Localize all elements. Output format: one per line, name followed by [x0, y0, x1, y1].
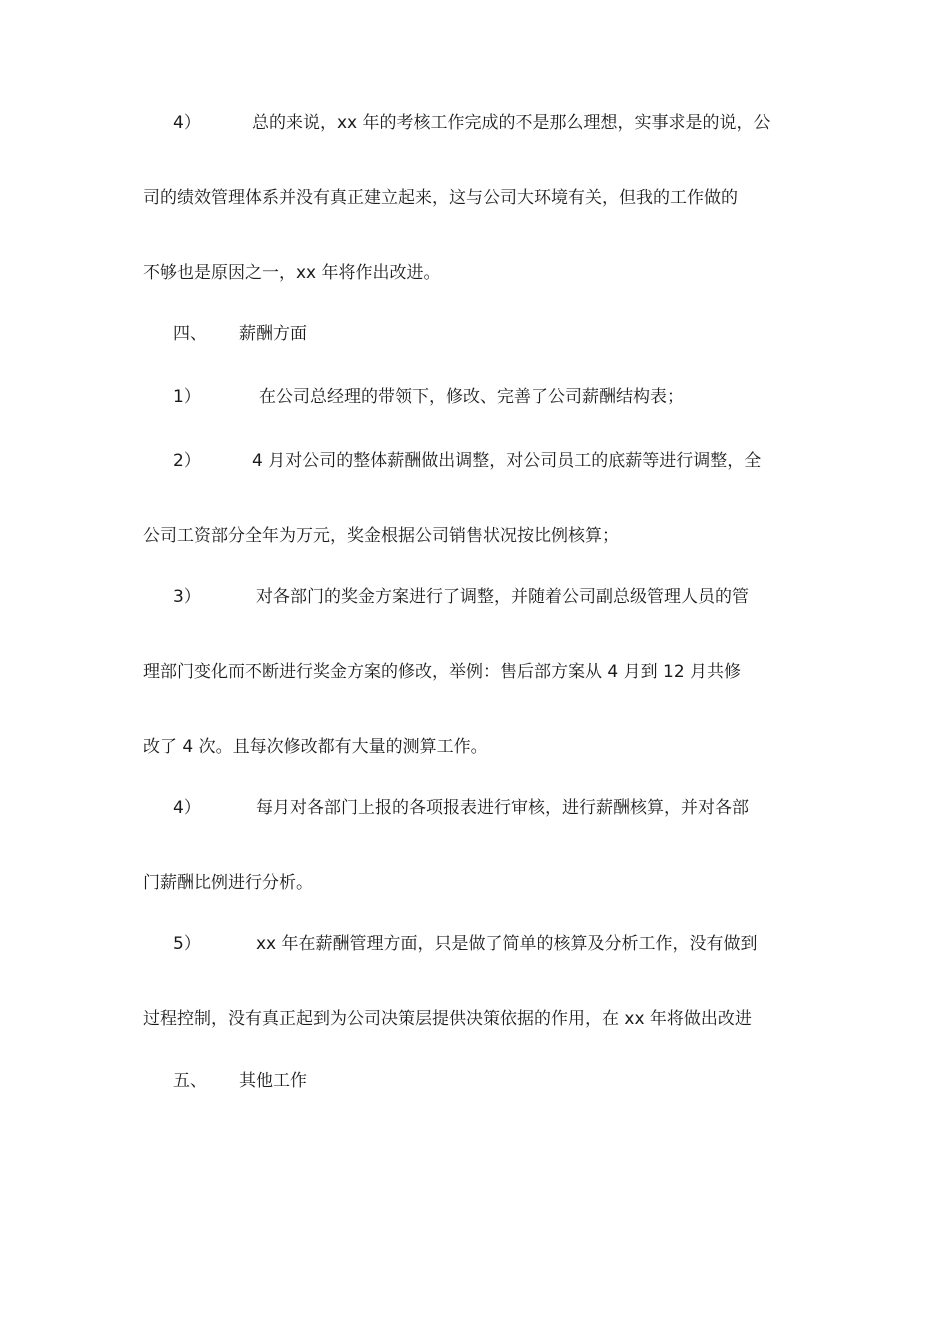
section-number: 五、	[173, 1071, 207, 1091]
paragraph-line: 不够也是原因之一，xx 年将作出改进。	[143, 263, 441, 283]
paragraph-line: 在公司总经理的带领下，修改、完善了公司薪酬结构表；	[259, 387, 684, 407]
section-number: 四、	[173, 324, 207, 344]
section-heading: 薪酬方面	[239, 324, 307, 344]
item-number: 2）	[173, 451, 201, 471]
item-number: 4）	[173, 798, 201, 818]
paragraph-line: 对各部门的奖金方案进行了调整，并随着公司副总级管理人员的管	[256, 587, 749, 607]
paragraph-line: 过程控制，没有真正起到为公司决策层提供决策依据的作用，在 xx 年将做出改进	[143, 1009, 752, 1029]
item-number: 4）	[173, 113, 201, 133]
paragraph-line: 4 月对公司的整体薪酬做出调整，对公司员工的底薪等进行调整，全	[252, 451, 762, 471]
item-number: 3）	[173, 587, 201, 607]
item-number: 5）	[173, 934, 201, 954]
paragraph-line: 公司工资部分全年为万元，奖金根据公司销售状况按比例核算；	[143, 526, 619, 546]
paragraph-line: 理部门变化而不断进行奖金方案的修改，举例：售后部方案从 4 月到 12 月共修	[143, 662, 742, 682]
paragraph-line: 司的绩效管理体系并没有真正建立起来，这与公司大环境有关，但我的工作做的	[143, 188, 738, 208]
paragraph-line: 改了 4 次。且每次修改都有大量的测算工作。	[143, 737, 488, 757]
item-number: 1）	[173, 387, 201, 407]
paragraph-line: 门薪酬比例进行分析。	[143, 873, 313, 893]
paragraph-line: 总的来说，xx 年的考核工作完成的不是那么理想，实事求是的说，公	[252, 113, 771, 133]
paragraph-line: xx 年在薪酬管理方面，只是做了简单的核算及分析工作，没有做到	[256, 934, 758, 954]
paragraph-line: 每月对各部门上报的各项报表进行审核，进行薪酬核算，并对各部	[256, 798, 749, 818]
section-heading: 其他工作	[239, 1071, 307, 1091]
